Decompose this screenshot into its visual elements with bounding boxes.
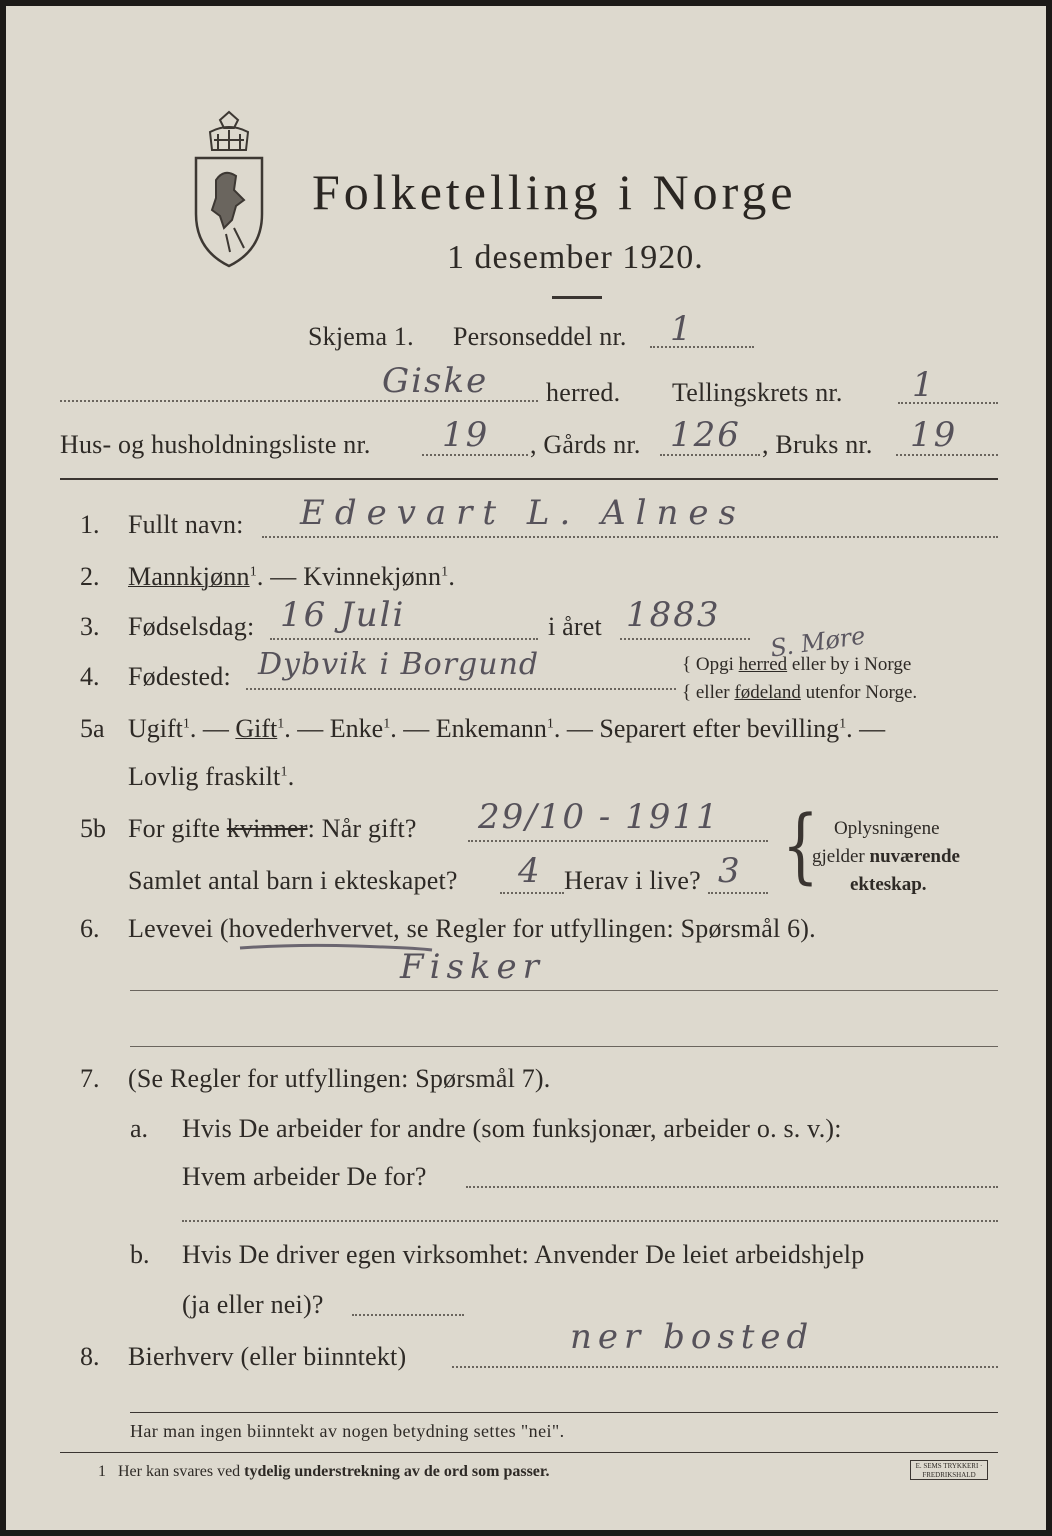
gender-male[interactable]: Mannkjønn bbox=[128, 562, 250, 591]
marital-fraskilt[interactable]: Lovlig fraskilt bbox=[128, 762, 281, 791]
q7-text: (Se Regler for utfyllingen: Spørsmål 7). bbox=[128, 1064, 551, 1093]
marriage-date-line bbox=[468, 840, 768, 842]
children-alive-label: Herav i live? bbox=[564, 866, 701, 895]
q7a-text: Hvis De arbeider for andre (som funksjonær, arbeider o. s. v.): bbox=[182, 1114, 842, 1143]
q7b-letter: b. bbox=[130, 1240, 150, 1269]
occupation-value[interactable]: Fisker bbox=[400, 947, 545, 987]
personseddel-label: Personseddel nr. bbox=[453, 322, 627, 351]
q7b-question: (ja eller nei)? bbox=[182, 1290, 324, 1319]
tellingskrets-label: Tellingskrets nr. bbox=[672, 378, 843, 407]
coat-of-arms-icon bbox=[186, 110, 272, 272]
marital-enke[interactable]: Enke bbox=[329, 714, 384, 743]
header-rule bbox=[60, 478, 998, 480]
q7b-text: Hvis De driver egen virksomhet: Anvender De leiet arbeidshjelp bbox=[182, 1240, 865, 1269]
birthplace-line bbox=[246, 688, 676, 690]
side-income-label: Bierhverv (eller biinntekt) bbox=[128, 1342, 407, 1371]
birth-year-label: i året bbox=[548, 612, 602, 641]
q8-number: 8. bbox=[80, 1342, 100, 1371]
birthplace-note-1: { Opgi herred eller by i Norge bbox=[682, 654, 912, 675]
title-divider bbox=[552, 296, 602, 299]
employer-line-2[interactable] bbox=[182, 1220, 998, 1222]
personseddel-line bbox=[650, 346, 754, 348]
bruks-value[interactable]: 19 bbox=[910, 415, 958, 455]
printer-stamp: E. SEMS TRYKKERI · FREDRIKSHALD bbox=[910, 1460, 988, 1480]
side-income-line bbox=[452, 1366, 998, 1368]
footer-rule bbox=[130, 1412, 998, 1413]
marital-options: Ugift$^1$. — Gift$^1$. — Enke$^1$. — Enkemann$^1$. — Separert efter bevilling$^1$. — bbox=[128, 714, 886, 743]
occupation-line-1 bbox=[130, 990, 998, 991]
marital-ugift[interactable]: Ugift bbox=[128, 714, 183, 743]
marital-fraskilt-line: Lovlig fraskilt$^1$. bbox=[128, 762, 295, 791]
q4-number: 4. bbox=[80, 662, 100, 691]
gender-options: Mannkjønn$^1$. — Kvinnekjønn$^1$. bbox=[128, 562, 456, 591]
birthplace-value[interactable]: Dybvik i Borgund bbox=[258, 647, 540, 682]
q3-number: 3. bbox=[80, 612, 100, 641]
side-income-value[interactable]: ner bosted bbox=[570, 1317, 815, 1357]
marriage-date-value[interactable]: 29/10 - 1911 bbox=[478, 797, 720, 837]
marital-gift[interactable]: Gift bbox=[235, 714, 278, 743]
herred-label: herred. bbox=[546, 378, 621, 407]
herred-value[interactable]: Giske bbox=[382, 361, 489, 401]
children-total-value[interactable]: 4 bbox=[518, 851, 542, 891]
q7a-letter: a. bbox=[130, 1114, 149, 1143]
footnote-rule bbox=[60, 1452, 998, 1453]
gards-value[interactable]: 126 bbox=[670, 415, 741, 455]
occupation-label: Levevei (hovederhvervet, se Regler for utfyllingen: Spørsmål 6). bbox=[128, 914, 816, 943]
children-total-line bbox=[500, 892, 564, 894]
footnote: 1 Her kan svares ved tydelig understrekning av de ord som passer. bbox=[98, 1463, 550, 1480]
q7-number: 7. bbox=[80, 1064, 100, 1093]
children-alive-line bbox=[708, 892, 768, 894]
birthday-line bbox=[270, 638, 538, 640]
marriage-note-2: gjelder nuværende bbox=[812, 846, 960, 867]
husliste-value[interactable]: 19 bbox=[442, 415, 490, 455]
birthplace-extra[interactable]: S. Møre bbox=[768, 621, 868, 663]
birth-year-value[interactable]: 1883 bbox=[626, 595, 721, 635]
q5b-number: 5b bbox=[80, 814, 106, 843]
married-women-label: For gifte kvinner: Når gift? bbox=[128, 814, 417, 843]
q5a-number: 5a bbox=[80, 714, 105, 743]
form-title: Folketelling i Norge bbox=[312, 164, 797, 220]
q1-number: 1. bbox=[80, 510, 100, 539]
hired-help-line[interactable] bbox=[352, 1314, 464, 1316]
marital-separert[interactable]: Separert efter bevilling bbox=[599, 714, 840, 743]
full-name-label: Fullt navn: bbox=[128, 510, 244, 539]
birthplace-note-2: { eller fødeland utenfor Norge. bbox=[682, 682, 918, 703]
birthday-value[interactable]: 16 Juli bbox=[280, 595, 406, 635]
form-date: 1 desember 1920. bbox=[447, 239, 704, 276]
q7a-question: Hvem arbeider De for? bbox=[182, 1162, 427, 1191]
tellingskrets-value[interactable]: 1 bbox=[912, 365, 936, 405]
marriage-note-1: Oplysningene bbox=[834, 818, 940, 839]
occupation-line-2 bbox=[130, 1046, 998, 1047]
birthday-label: Fødselsdag: bbox=[128, 612, 255, 641]
gender-female[interactable]: Kvinnekjønn bbox=[303, 562, 442, 591]
footer-note: Har man ingen biinntekt av nogen betydning settes "nei". bbox=[130, 1421, 565, 1441]
full-name-line bbox=[262, 536, 998, 538]
personseddel-value[interactable]: 1 bbox=[670, 309, 694, 349]
full-name-value[interactable]: Edevart L. Alnes bbox=[300, 493, 746, 533]
birthplace-label: Fødested: bbox=[128, 662, 231, 691]
schema-label: Skjema 1. bbox=[308, 322, 414, 351]
gards-label: , Gårds nr. bbox=[530, 430, 641, 459]
marital-enkemann[interactable]: Enkemann bbox=[435, 714, 547, 743]
birth-year-line bbox=[620, 638, 750, 640]
children-total-label: Samlet antal barn i ekteskapet? bbox=[128, 866, 458, 895]
husliste-label: Hus- og husholdningsliste nr. bbox=[60, 430, 371, 459]
employer-line-1[interactable] bbox=[466, 1186, 998, 1188]
bruks-label: , Bruks nr. bbox=[762, 430, 873, 459]
children-alive-value[interactable]: 3 bbox=[718, 851, 742, 891]
q2-number: 2. bbox=[80, 562, 100, 591]
marriage-note-brace: { bbox=[782, 797, 819, 893]
q6-number: 6. bbox=[80, 914, 100, 943]
marriage-note-3: ekteskap. bbox=[850, 874, 927, 895]
